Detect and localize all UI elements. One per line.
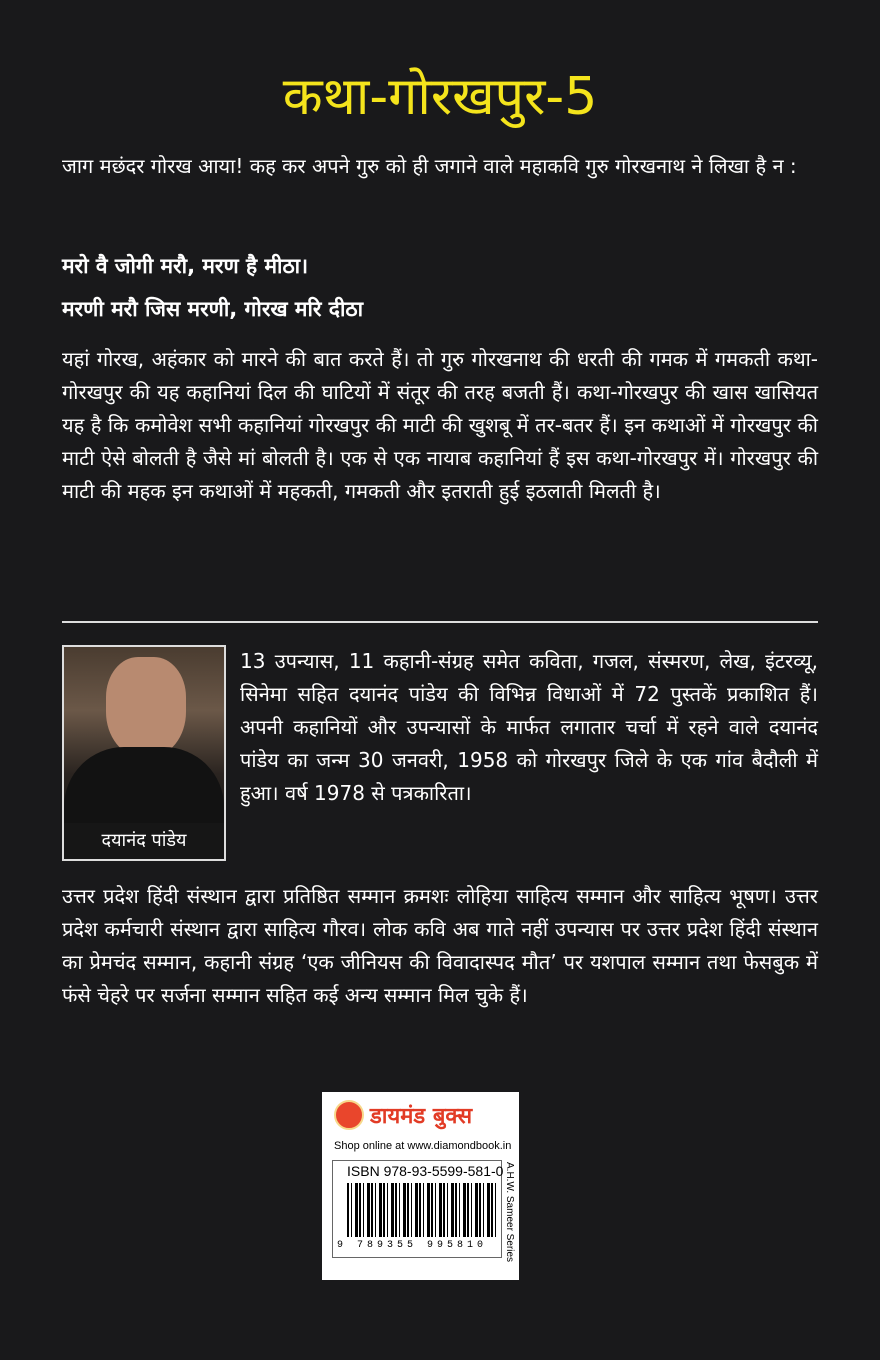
author-photo	[62, 645, 226, 861]
barcode	[347, 1183, 497, 1237]
author-name-caption: दयानंद पांडेय	[64, 823, 224, 859]
barcode-digits: 9 789355 995810	[337, 1240, 488, 1251]
awards-text: उत्तर प्रदेश हिंदी संस्थान द्वारा प्रतिष्ठित सम्मान क्रमशः लोहिया साहित्य सम्मान और साहित्य भूषण। उत्तर प्रदेश कर्मचारी संस्थान द्वारा साहित्य गौरव। लोक कवि अब गाते नहीं उपन्यास पर उत्तर प्रदेश हिंदी संस्थान का प्रेमचंद सम्मान, कहानी संग्रह ‘एक जीनियस की विवादास्पद मौत’ पर यशपाल सम्मान तथा फेसबुक में फंसे चेहरे पर सर्जना सम्मान सहित कई अन्य सम्मान मिल चुके हैं।	[62, 884, 818, 1007]
barcode-box	[332, 1160, 502, 1258]
couplet-line-2: मरणी मरौ जिस मरणी, गोरख मरि दीठा	[62, 297, 364, 321]
series-text: A.H.W. Sameer Series	[504, 1162, 515, 1263]
intro-text: जाग मछंदर गोरख आया! कह कर अपने गुरु को ही जगाने वाले महाकवि गुरु गोरखनाथ ने लिखा है न :	[62, 154, 797, 178]
shop-online-text: Shop online at www.diamondbook.in	[334, 1140, 512, 1152]
isbn-text: ISBN 978-93-5599-581-0	[347, 1163, 504, 1179]
author-face	[106, 657, 186, 757]
publisher-logo	[334, 1100, 472, 1130]
author-bio: 13 उपन्यास, 11 कहानी-संग्रह समेत कविता, गजल, संस्मरण, लेख, इंटरव्यू, सिनेमा सहित दयानंद पांडेय की विभिन्न विधाओं में 72 पुस्तकें प्रकाशित हैं। अपनी कहानियों और उपन्यासों के मार्फत लगातार चर्चा में रहने वाले दयानंद पांडेय का जन्म 30 जनवरी, 1958 को गोरखपुर जिले के एक गांव बैदौली में हुआ। वर्ष 1978 से पत्रकारिता।	[240, 649, 818, 805]
description-text: यहां गोरख, अहंकार को मारने की बात करते हैं। तो गुरु गोरखनाथ की धरती की गमक में गमकती कथा-गोरखपुर की यह कहानियां दिल की घाटियों में संतूर की तरह बजती हैं। कथा-गोरखपुर की खास खासियत यह है कि कमोवेश सभी कहानियां गोरखपुर की माटी की खुशबू में तर-बतर हैं। इन कथाओं में गोरखपुर की माटी ऐसे बोलती है जैसे मां बोलती है। एक से एक नायाब कहानियां हैं इस कथा-गोरखपुर में। गोरखपुर की माटी की महक इन कथाओं में महकती, गमकती और इतराती हुई इठलाती मिलती है।	[62, 347, 818, 503]
publisher-name: डायमंड बुक्स	[370, 1104, 473, 1129]
book-title: कथा-गोरखपुर-5	[282, 67, 598, 127]
lotus-icon	[334, 1100, 364, 1130]
publisher-label	[322, 1092, 519, 1280]
divider	[62, 621, 818, 623]
couplet-line-1: मरो वै जोगी मरौ, मरण है मीठा।	[62, 254, 309, 278]
